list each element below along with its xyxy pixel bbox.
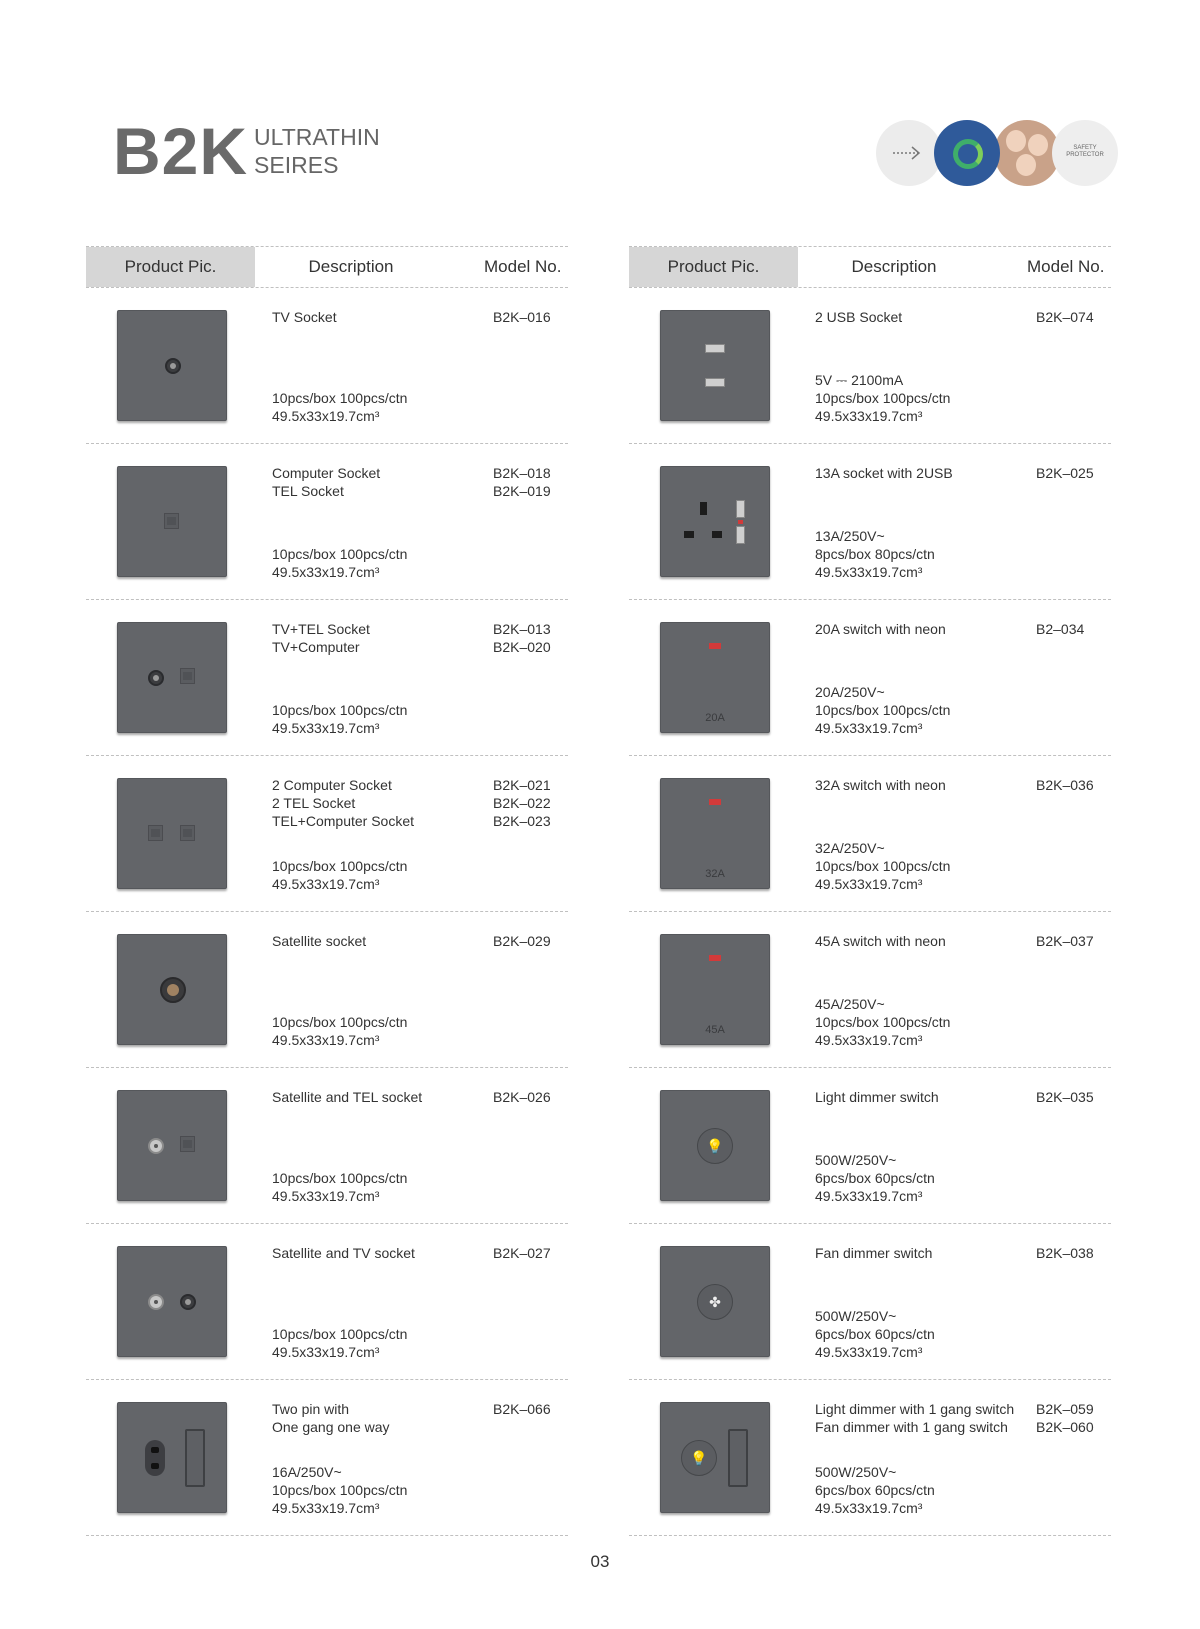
brand-subtitle <box>254 123 380 179</box>
product-name: Two pin with One gang one way <box>272 1401 390 1435</box>
product-name: 20A switch with neon <box>815 621 946 637</box>
lightbulb-icon: 💡 <box>697 1128 733 1164</box>
rj45-port-icon <box>180 1136 195 1152</box>
usb-socket-image <box>660 310 770 421</box>
brand-subtitle-line2: SEIRES <box>254 152 339 178</box>
usb-port-icon <box>705 344 725 353</box>
brand-subtitle-line1: ULTRATHIN <box>254 124 380 150</box>
safety-protector-badge <box>1052 120 1118 186</box>
model-number: B2K–021 B2K–022 B2K–023 <box>493 777 551 829</box>
table-row <box>629 1380 1111 1536</box>
indicator-led-icon <box>738 520 743 524</box>
arrow-badge <box>876 120 942 186</box>
usb-port-icon <box>736 526 745 544</box>
model-number: B2K–029 <box>493 933 551 949</box>
rj45-port-icon <box>148 825 163 841</box>
satellite-socket-image <box>117 934 227 1045</box>
header-description: Description <box>851 257 937 276</box>
rocker-switch-icon <box>728 1429 748 1487</box>
product-spec: 13A/250V~ 8pcs/box 80pcs/ctn 49.5x33x19.7cm³ <box>815 528 935 580</box>
dotted-arrow-icon <box>892 144 926 162</box>
feature-badges <box>876 120 1116 188</box>
model-number: B2K–074 <box>1036 309 1094 325</box>
f-connector-icon <box>148 1138 164 1154</box>
table-header <box>86 246 568 288</box>
face-icon <box>1006 130 1026 152</box>
model-number: B2K–037 <box>1036 933 1094 949</box>
product-spec: 10pcs/box 100pcs/ctn 49.5x33x19.7cm³ <box>272 546 408 580</box>
product-spec: 10pcs/box 100pcs/ctn 49.5x33x19.7cm³ <box>272 390 408 424</box>
lightbulb-icon: 💡 <box>681 1440 717 1476</box>
brand-title <box>113 114 380 188</box>
model-number: B2K–025 <box>1036 465 1094 481</box>
neutral-pin-icon <box>712 531 722 538</box>
product-name: Light dimmer switch <box>815 1089 939 1105</box>
coax-port-icon <box>165 358 181 374</box>
rj45-port-icon <box>164 513 179 529</box>
plate-amp-label: 20A <box>705 712 725 724</box>
model-number: B2–034 <box>1036 621 1085 637</box>
13a-usb-socket-image <box>660 466 770 577</box>
product-name: Satellite and TEL socket <box>272 1089 423 1105</box>
eco-ring-badge <box>934 120 1000 186</box>
table-row <box>629 600 1111 756</box>
header-description: Description <box>308 257 394 276</box>
model-number: B2K–038 <box>1036 1245 1094 1261</box>
tv-tel-socket-image <box>117 622 227 733</box>
earth-pin-icon <box>700 502 707 515</box>
model-number: B2K–027 <box>493 1245 551 1261</box>
coax-port-icon <box>180 1294 196 1310</box>
tv-socket-image <box>117 310 227 421</box>
model-number: B2K–018 B2K–019 <box>493 465 551 499</box>
product-spec: 500W/250V~ 6pcs/box 60pcs/ctn 49.5x33x19.7cm³ <box>815 1152 935 1204</box>
rj45-port-icon <box>180 825 195 841</box>
45a-switch-image <box>660 934 770 1045</box>
f-connector-icon <box>148 1294 164 1310</box>
plate-amp-label: 45A <box>705 1024 725 1036</box>
model-number: B2K–059 B2K–060 <box>1036 1401 1094 1435</box>
20a-switch-image <box>660 622 770 733</box>
table-row <box>629 912 1111 1068</box>
right-product-table <box>629 246 1111 1536</box>
dimmer-gang-switch-image <box>660 1402 770 1513</box>
face-icon <box>1016 154 1036 176</box>
header-product-pic: Product Pic. <box>86 247 255 287</box>
fan-dimmer-image <box>660 1246 770 1357</box>
face-icon <box>1028 134 1048 156</box>
two-pin-outlet-icon <box>145 1440 165 1476</box>
product-spec: 10pcs/box 100pcs/ctn 49.5x33x19.7cm³ <box>272 1170 408 1204</box>
table-row <box>629 1068 1111 1224</box>
product-name: TV Socket <box>272 309 337 325</box>
usb-port-icon <box>705 378 725 387</box>
table-row <box>86 756 568 912</box>
table-header <box>629 246 1111 288</box>
plate-amp-label: 32A <box>705 868 725 880</box>
table-row <box>86 1068 568 1224</box>
coax-port-icon <box>148 670 164 686</box>
table-row <box>86 600 568 756</box>
product-spec: 5V ⎓ 2100mA 10pcs/box 100pcs/ctn 49.5x33x19.7cm³ <box>815 372 951 424</box>
product-name: Computer Socket TEL Socket <box>272 465 381 499</box>
double-computer-socket-image <box>117 778 227 889</box>
product-spec: 10pcs/box 100pcs/ctn 49.5x33x19.7cm³ <box>272 1014 408 1048</box>
table-row <box>629 1224 1111 1380</box>
neon-indicator-icon <box>709 955 721 961</box>
model-number: B2K–066 <box>493 1401 551 1417</box>
computer-socket-image <box>117 466 227 577</box>
eco-ring-icon <box>953 139 983 169</box>
neon-indicator-icon <box>709 799 721 805</box>
model-number: B2K–036 <box>1036 777 1094 793</box>
product-name: 32A switch with neon <box>815 777 946 793</box>
product-name: 13A socket with 2USB <box>815 465 953 481</box>
header-product-pic: Product Pic. <box>629 247 798 287</box>
model-number: B2K–013 B2K–020 <box>493 621 551 655</box>
product-spec: 500W/250V~ 6pcs/box 60pcs/ctn 49.5x33x19.7cm³ <box>815 1308 935 1360</box>
table-row <box>629 288 1111 444</box>
fan-icon: ✤ <box>697 1284 733 1320</box>
model-number: B2K–026 <box>493 1089 551 1105</box>
table-row <box>86 444 568 600</box>
product-spec: 16A/250V~ 10pcs/box 100pcs/ctn 49.5x33x19.7cm³ <box>272 1464 408 1516</box>
neon-indicator-icon <box>709 643 721 649</box>
product-spec: 10pcs/box 100pcs/ctn 49.5x33x19.7cm³ <box>272 858 408 892</box>
table-row <box>629 444 1111 600</box>
product-spec: 10pcs/box 100pcs/ctn 49.5x33x19.7cm³ <box>272 1326 408 1360</box>
family-photo-badge <box>994 120 1060 186</box>
rj45-port-icon <box>180 668 195 684</box>
header-model-no: Model No. <box>1027 257 1105 276</box>
table-row <box>86 1380 568 1536</box>
satellite-tv-socket-image <box>117 1246 227 1357</box>
model-number: B2K–035 <box>1036 1089 1094 1105</box>
header-model-no: Model No. <box>484 257 562 276</box>
32a-switch-image <box>660 778 770 889</box>
product-spec: 10pcs/box 100pcs/ctn 49.5x33x19.7cm³ <box>272 702 408 736</box>
live-pin-icon <box>684 531 694 538</box>
satellite-tel-socket-image <box>117 1090 227 1201</box>
brand-main: B2K <box>113 114 249 188</box>
product-name: 2 Computer Socket 2 TEL Socket TEL+Computer Socket <box>272 777 415 829</box>
product-spec: 32A/250V~ 10pcs/box 100pcs/ctn 49.5x33x19.7cm³ <box>815 840 951 892</box>
product-spec: 20A/250V~ 10pcs/box 100pcs/ctn 49.5x33x19.7cm³ <box>815 684 951 736</box>
table-row <box>86 288 568 444</box>
two-pin-switch-image <box>117 1402 227 1513</box>
table-row <box>86 912 568 1068</box>
table-row <box>629 756 1111 912</box>
product-name: Fan dimmer switch <box>815 1245 933 1261</box>
product-name: Satellite socket <box>272 933 367 949</box>
product-spec: 45A/250V~ 10pcs/box 100pcs/ctn 49.5x33x19.7cm³ <box>815 996 951 1048</box>
usb-port-icon <box>736 500 745 518</box>
rocker-switch-icon <box>185 1429 205 1487</box>
product-name: Satellite and TV socket <box>272 1245 415 1261</box>
protector-label: PROTECTOR <box>1066 152 1104 158</box>
product-spec: 500W/250V~ 6pcs/box 60pcs/ctn 49.5x33x19.7cm³ <box>815 1464 935 1516</box>
light-dimmer-image <box>660 1090 770 1201</box>
product-name: Light dimmer with 1 gang switch Fan dimmer with 1 gang switch <box>815 1401 1015 1435</box>
table-row <box>86 1224 568 1380</box>
product-name: TV+TEL Socket TV+Computer <box>272 621 370 655</box>
satellite-port-icon <box>160 977 186 1003</box>
product-name: 45A switch with neon <box>815 933 946 949</box>
left-product-table <box>86 246 568 1536</box>
model-number: B2K–016 <box>493 309 551 325</box>
product-name: 2 USB Socket <box>815 309 903 325</box>
page-number: 03 <box>590 1552 610 1571</box>
safety-label: SAFETY <box>1073 145 1097 151</box>
